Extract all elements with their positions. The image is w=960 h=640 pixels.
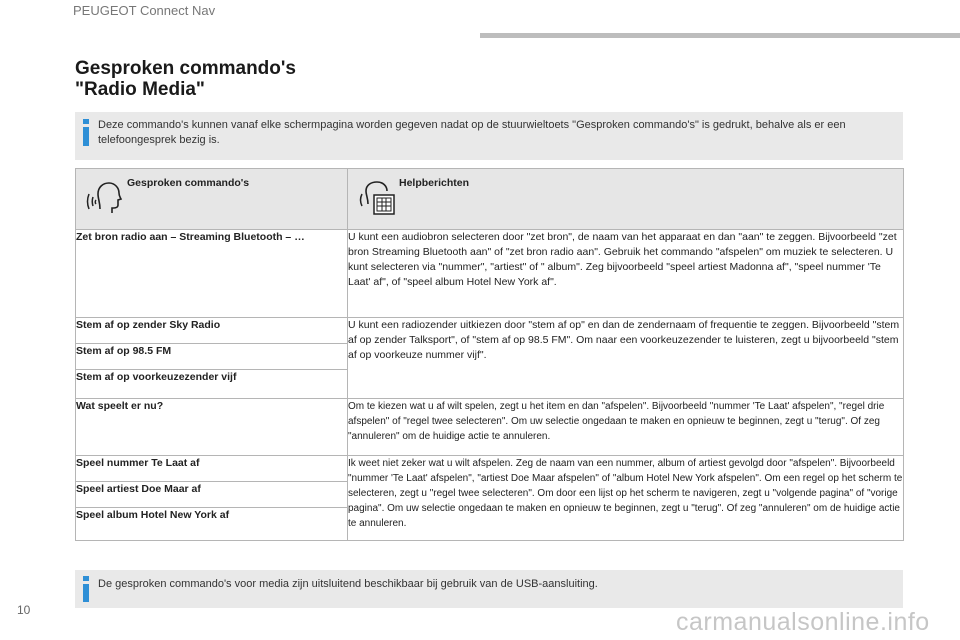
help-cell: U kunt een radiozender uitkiezen door "stem af op" en dan de zendernaam of frequentie te zeggen. Bijvoorbeeld "stem af op zender Talksport", of "stem af op 98.5 FM". Om naar een voorkeuzezender te luisteren, zegt u bijvoorbeeld "stem af op voorkeuze nummer vijf". <box>348 318 904 399</box>
help-cell: U kunt een audiobron selecteren door "zet bron", de naam van het apparaat en dan "aan" te zeggen. Bijvoorbeeld "zet bron Streaming Bluetooth aan" of "zet bron radio aan". Gebruik het commando "afspelen" om muziek te selecteren. U kunt selecteren via "nummer", "artiest" of " album". Zeg bijvoorbeeld "speel artiest Madonna af", "speel nummer 'Te Laat' af", of "speel album Hotel New York af". <box>348 230 904 318</box>
info-icon <box>83 576 89 602</box>
command-cell: Speel nummer Te Laat af <box>76 456 348 482</box>
speaking-head-icon <box>86 180 124 216</box>
command-cell: Wat speelt er nu? <box>76 399 348 456</box>
table-row <box>76 230 904 318</box>
help-cell: Ik weet niet zeker wat u wilt afspelen. Zeg de naam van een nummer, album of artiest gevolgd door "afspelen". Bijvoorbeeld "nummer 'Te Laat' afspelen", "artiest Doe Maar afspelen" of "album Hotel New York afspelen". Om een regel op het scherm te selecteren, zegt u "regel twee selecteren". Om door een lijst op het scherm te navigeren, zegt u "volgende pagina" of "vorige pagina". Om uw selectie ongedaan te maken en opnieuw te beginnen, zegt u "terug". Of zeg "annuleren" om de huidige actie te annuleren. <box>348 456 904 541</box>
page-title <box>75 58 296 100</box>
table-row <box>76 318 904 344</box>
header-help <box>348 169 904 230</box>
info-text-top: Deze commando's kunnen vanaf elke schermpagina worden gegeven nadat op de stuurwieltoets "Gesproken commando's" is gedrukt, behalve als er een telefoongesprek bezig is. <box>98 119 846 146</box>
header-commands <box>76 169 348 230</box>
table-header-row <box>76 169 904 230</box>
info-box-bottom <box>75 570 903 608</box>
header-commands-label: Gesproken commando's <box>127 177 250 189</box>
info-text-bottom: De gesproken commando's voor media zijn uitsluitend beschikbaar bij gebruik van de USB-aansluiting. <box>98 578 598 590</box>
title-line-2: "Radio Media" <box>75 79 205 100</box>
help-messages-icon <box>358 180 396 216</box>
table-row <box>76 456 904 482</box>
watermark: carmanualsonline.info <box>676 608 930 636</box>
table-row <box>76 399 904 456</box>
header-bar <box>480 33 960 38</box>
help-cell: Om te kiezen wat u af wilt spelen, zegt u het item en dan "afspelen". Bijvoorbeeld "nummer 'Te Laat' afspelen", "regel drie afspelen" of "regel twee selecteren". Om uw selectie ongedaan te maken en opnieuw te beginnen, zegt u "terug". Of zeg "annuleren" om de huidige actie te annuleren. <box>348 399 904 456</box>
title-line-1: Gesproken commando's <box>75 58 296 79</box>
page-number: 10 <box>17 603 31 617</box>
voice-commands-table <box>75 168 904 541</box>
info-box-top <box>75 112 903 160</box>
header-help-label: Helpberichten <box>399 177 470 189</box>
command-cell: Speel album Hotel New York af <box>76 508 348 541</box>
command-cell: Zet bron radio aan – Streaming Bluetooth – … <box>76 230 348 318</box>
command-cell: Stem af op voorkeuzezender vijf <box>76 370 348 399</box>
info-icon <box>83 119 89 146</box>
header-product-name: PEUGEOT Connect Nav <box>73 3 216 18</box>
command-cell: Stem af op 98.5 FM <box>76 344 348 370</box>
command-cell: Speel artiest Doe Maar af <box>76 482 348 508</box>
command-cell: Stem af op zender Sky Radio <box>76 318 348 344</box>
